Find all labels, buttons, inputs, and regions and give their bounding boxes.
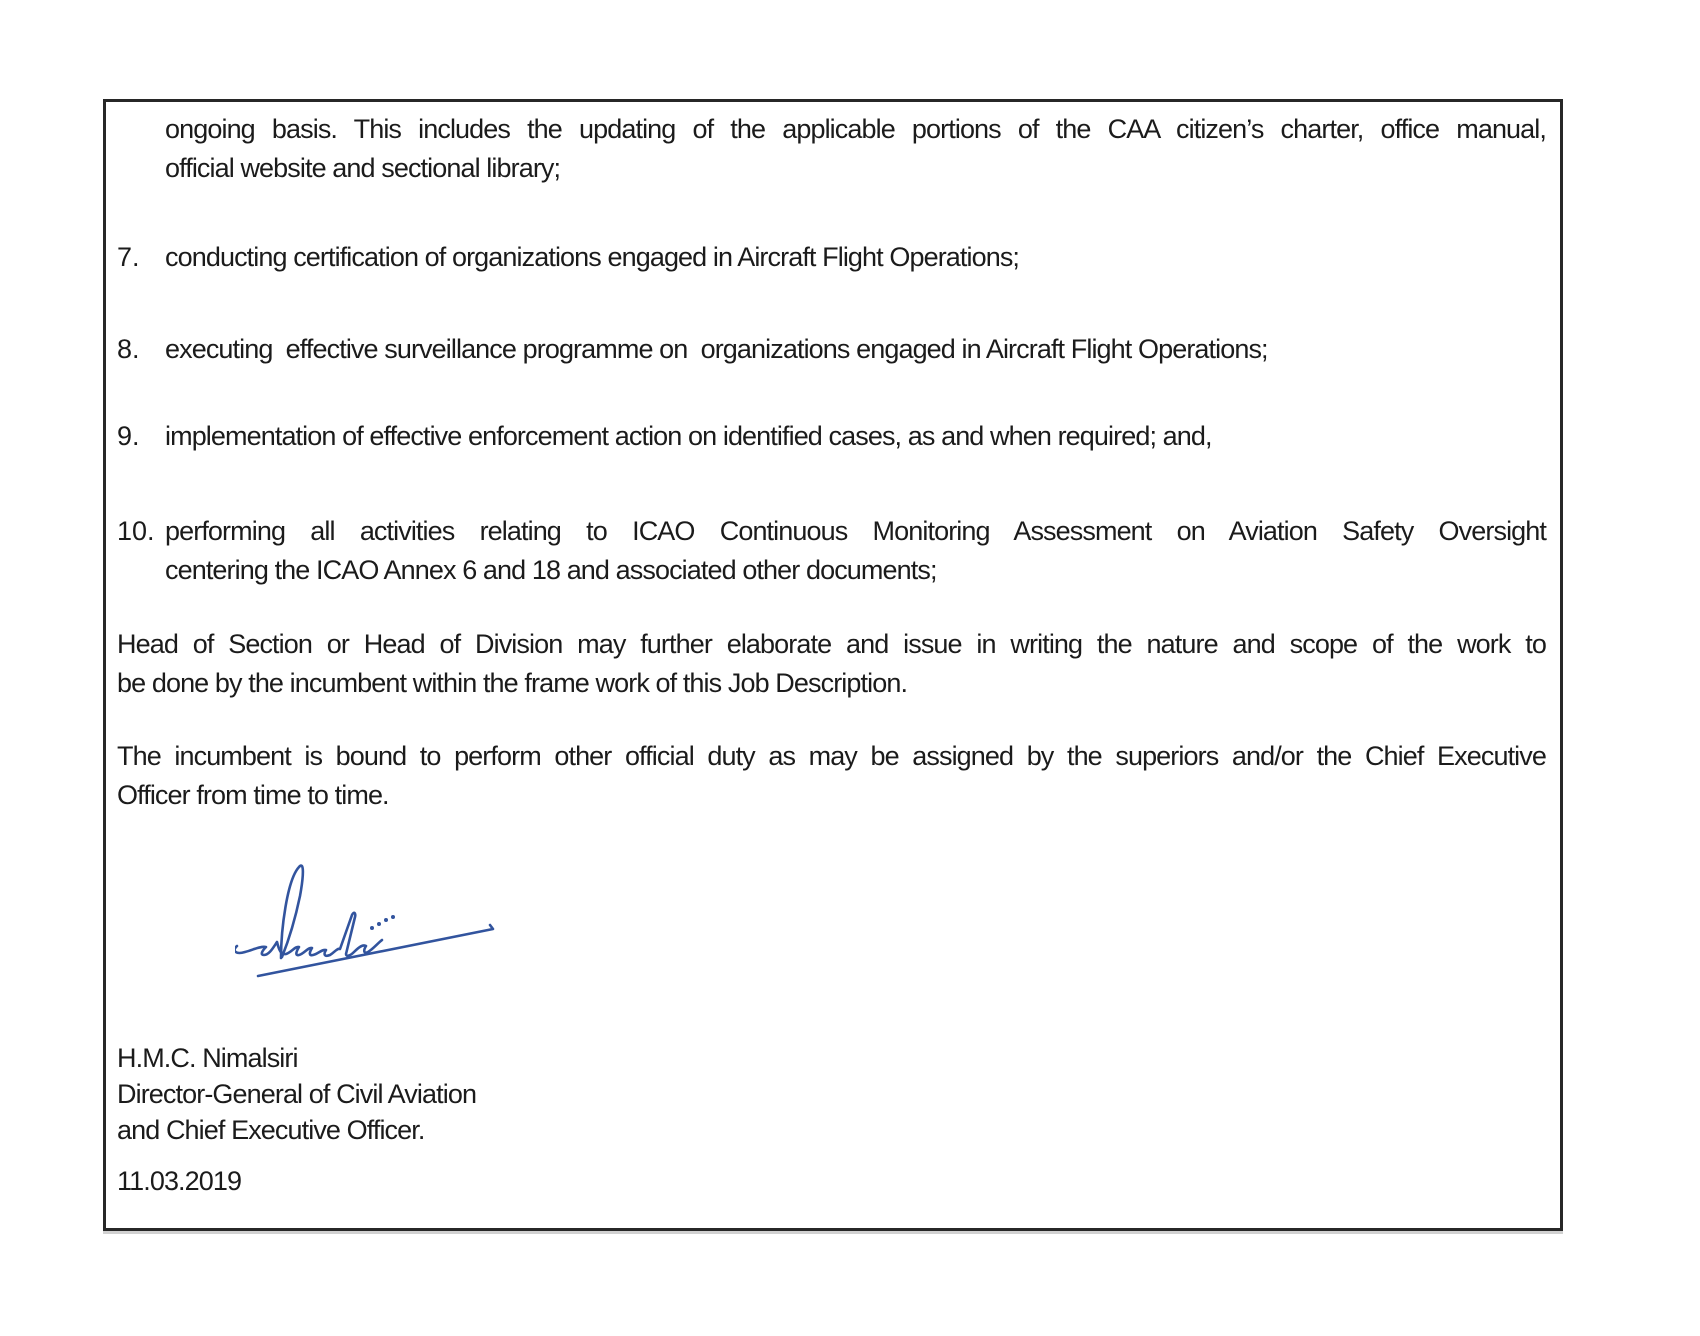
list-number: 10. [117,516,155,546]
list-item-text-line: implementation of effective enforcement action on identified cases, as and when required; and, [165,421,1212,451]
signature-image [235,858,505,993]
signature-block [235,858,505,993]
signature-date: 11.03.2019 [117,1166,242,1196]
paragraph-line: be done by the incumbent within the frame work of this Job Description. [117,668,908,698]
list-item-text-line: executing effective surveillance programme on organizations engaged in Aircraft Flight Operations; [165,334,1268,364]
list-item-8 [117,330,1546,369]
paragraph-line: Head of Section or Head of Division may further elaborate and issue in writing the nature and scope of the work to [117,629,1546,659]
signatory-name: H.M.C. Nimalsiri [117,1043,298,1073]
paragraph-line: official website and sectional library; [165,153,561,183]
list-item-text-line: performing all activities relating to ICAO Continuous Monitoring Assessment on Aviation Safety Oversight [165,516,1546,546]
signatory-title-line2: and Chief Executive Officer. [117,1115,425,1145]
list-item-text-line: centering the ICAO Annex 6 and 18 and associated other documents; [165,555,937,585]
paragraph-line: The incumbent is bound to perform other official duty as may be assigned by the superiors and/or the Chief Executive [117,741,1546,771]
list-number: 7. [117,242,140,272]
list-item-9 [117,417,1546,456]
document-box [103,99,1563,1231]
paragraph-elaboration [117,625,1546,703]
signatory-block [117,1040,1546,1148]
list-number: 9. [117,421,140,451]
continuation-paragraph [165,110,1546,188]
signatory-title-line1: Director-General of Civil Aviation [117,1079,477,1109]
paragraph-incumbent [117,737,1546,815]
list-item-7 [117,238,1546,277]
paragraph-line: ongoing basis. This includes the updating of the applicable portions of the CAA citizen’s charter, office manual, [165,114,1546,144]
list-item-10 [117,512,1546,590]
list-number: 8. [117,334,140,364]
list-item-text-line: conducting certification of organizations engaged in Aircraft Flight Operations; [165,242,1020,272]
paragraph-line: Officer from time to time. [117,780,389,810]
